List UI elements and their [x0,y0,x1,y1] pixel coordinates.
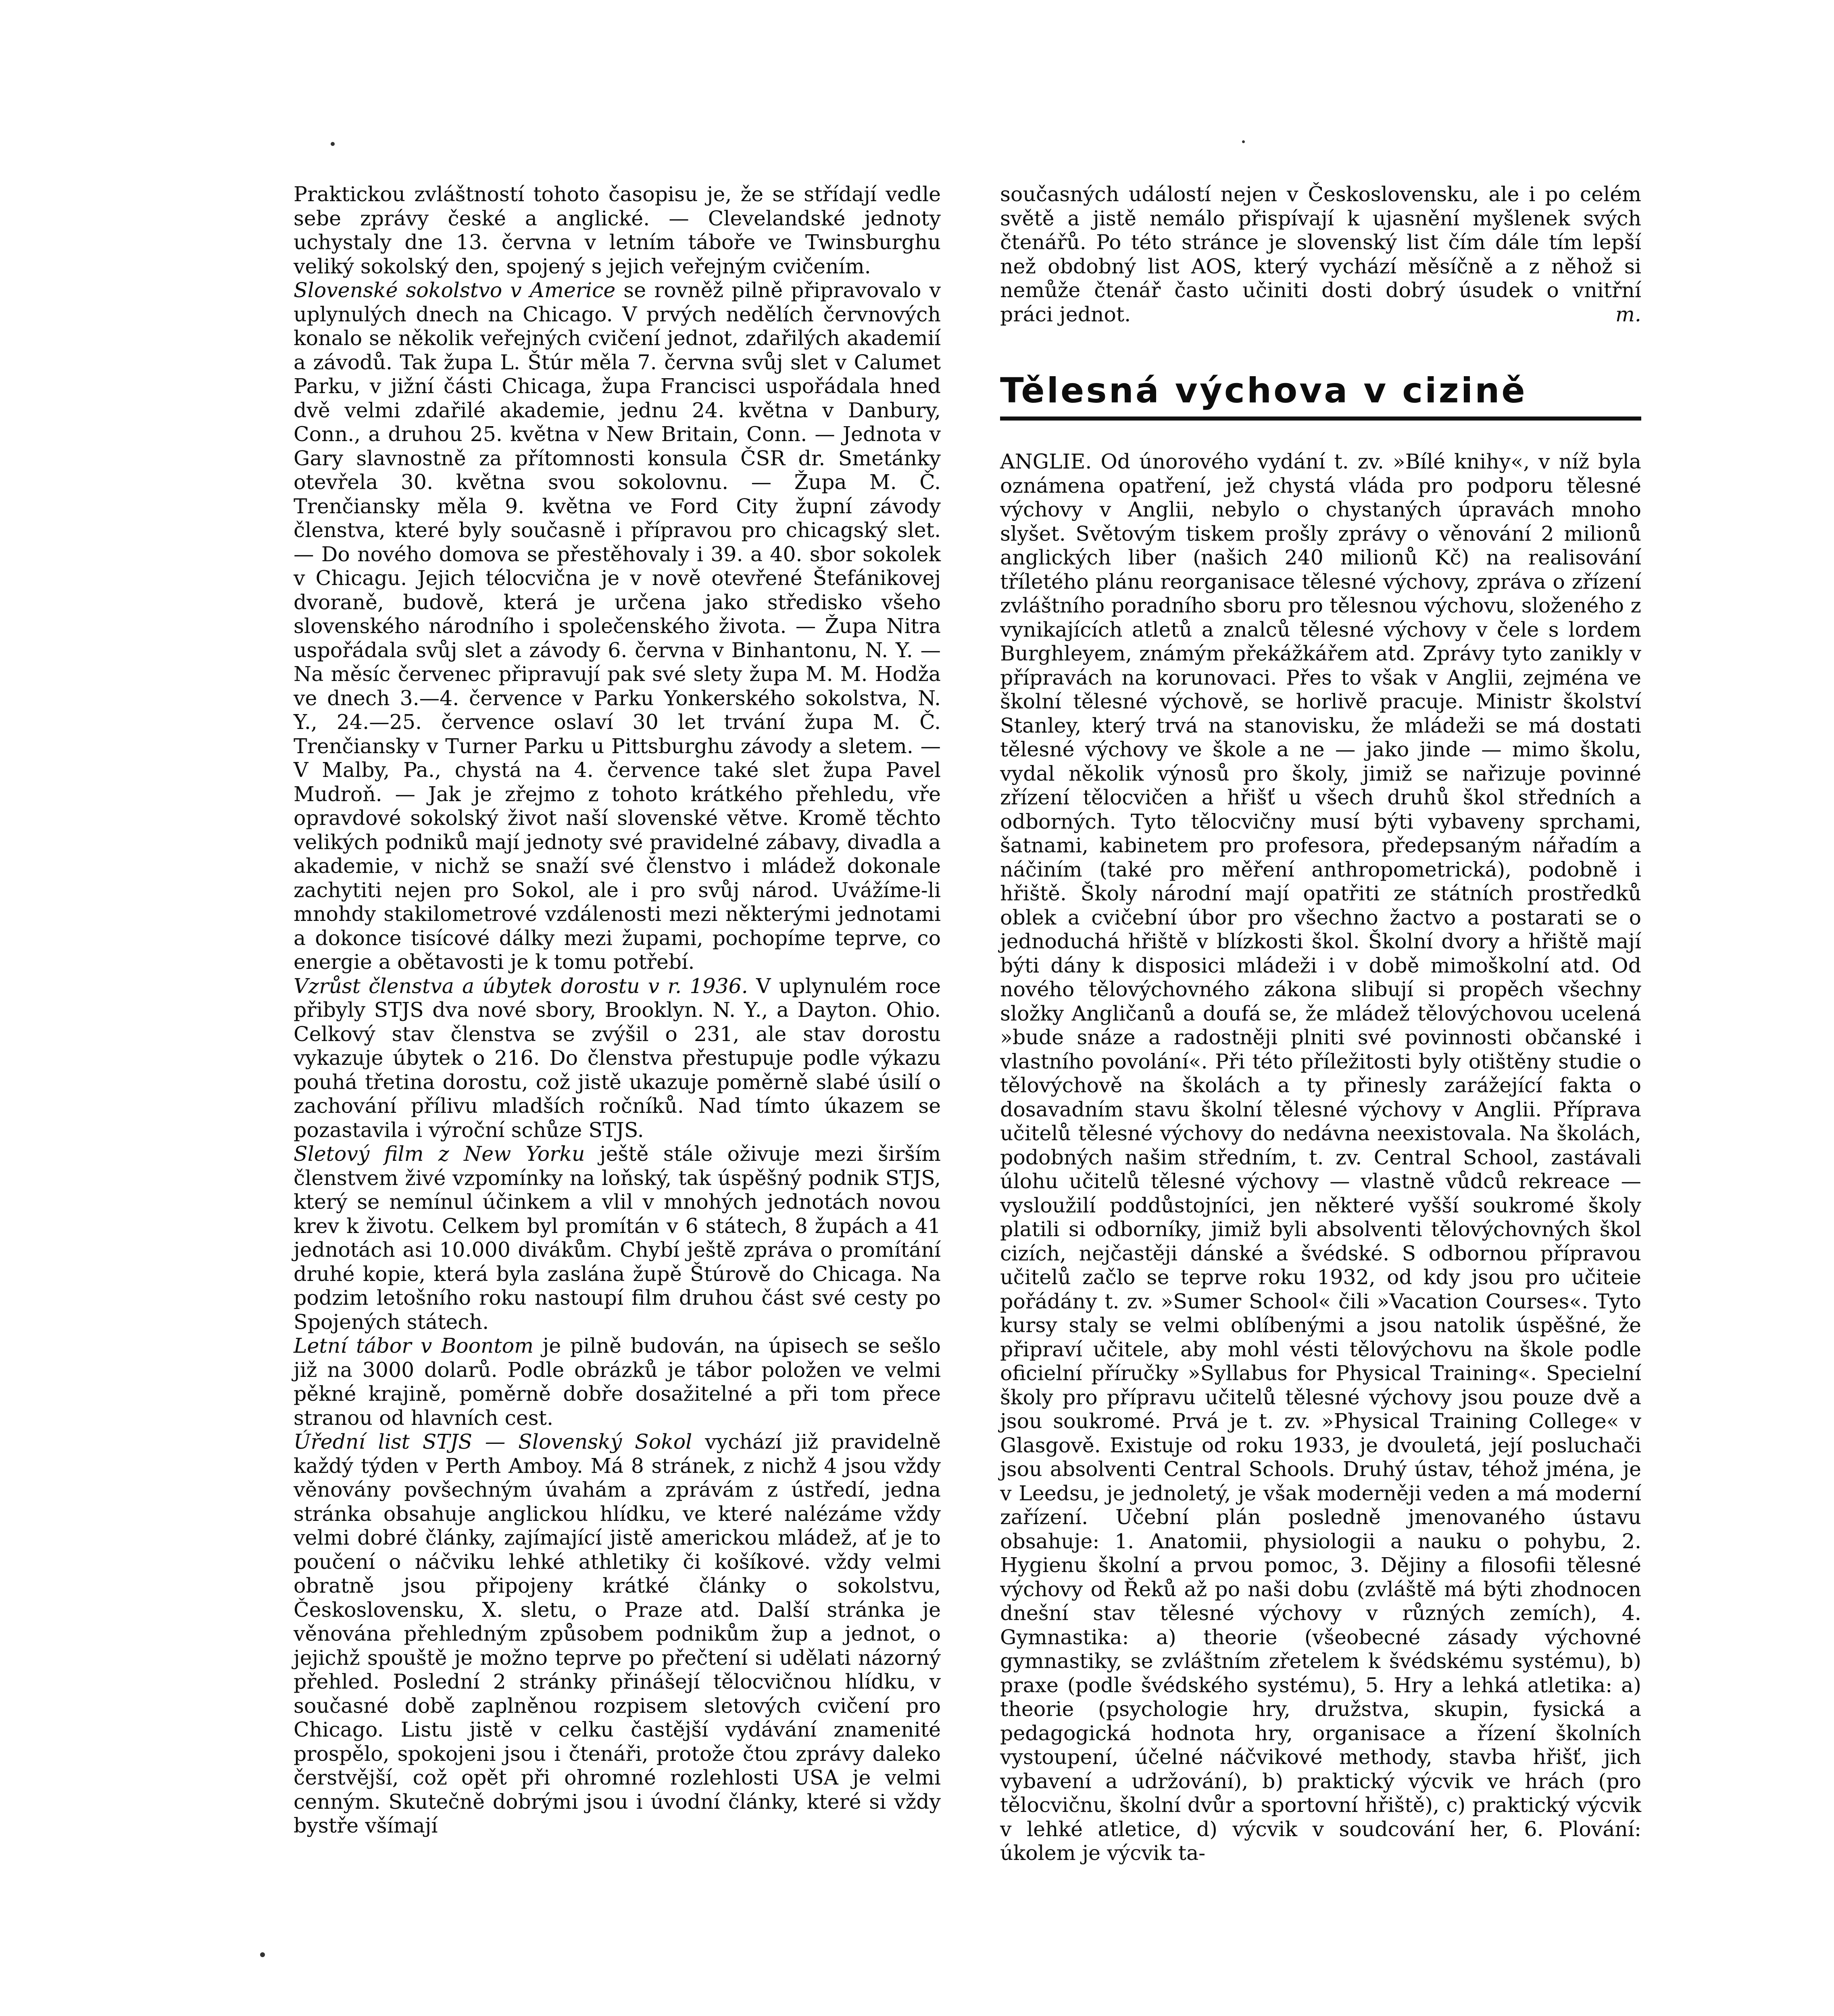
paragraph-membership [294,974,941,1142]
paragraph-continuation [1000,182,1641,326]
paragraph-lead: Slovenské sokolstvo v Americe [294,278,616,302]
paragraph-slovak-sokol [294,278,941,974]
paragraph-body: je pilně budován, na úpisech se sešlo již na 3000 dolarů. Podle obrázků je tábor položen ve velmi pěkné krajině, poměrně dobře dosažitelné a při tom přece stranou od hlavních cest. [294,1334,941,1430]
print-speck [260,1952,265,1957]
paragraph-body: se rovněž pilně připravovalo v uplynulých dnech na Chicago. V prvých nedělích červnových konalo se několik veřejných cvičení jednot, zdařilých akademií a závodů. Tak župa L. Štúr měla 7. června svůj slet v Calumet Parku, v jižní části Chicaga, župa Francisci uspořádala hned dvě velmi zdařilé akademie, jednu 24. května v Danbury, Conn., a druhou 25. května v New Britain, Conn. — Jednota v Gary slavnostně za přítomnosti konsula ČSR dr. Smetánky otevřela 30. května svou sokolovnu. — Župa M. Č. Trenčiansky měla 9. května ve Ford City župní závody členstva, které byly současně i přípravou pro chicagský slet. — Do nového domova se přestěhovaly i 39. a 40. sbor sokolek v Chicagu. Jejich télocvična je v nově otevřené Štefánikovej dvoraně, budově, která je určena jako středisko všeho slovenského národního i společenského života. — Župa Nitra uspořádala svůj slet a závody 6. června v Binhantonu, N. Y. — Na měsíc červenec připravují pak své slety župa M. M. Hodža ve dnech 3.—4. července v Parku Yonkerského sokolstva, N. Y., 24.—25. července oslaví 30 let trvání župa M. Č. Trenčiansky v Turner Parku u Pittsburghu závody a sletem. — V Malby, Pa., chystá na 4. července také slet župa Pavel Mudroň. — Jak je zřejmo z tohoto krátkého přehledu, vře opravdové sokolský život naší slovenské větve. Kromě těchto velikých podniků mají jednoty své pravidelné zábavy, divadla a akademie, v nichž se snaží své členstvo i mládež dokonale zachytiti nejen pro Sokol, ale i pro svůj národ. Uvážíme-li mnohdy stakilometrové vzdálenosti mezi některými jednotami a dokonce tisícové dálky mezi župami, pochopíme teprve, co energie a obětavosti je k tomu potřebí. [294,278,941,974]
right-column [1000,182,1641,1865]
paragraph-slet-film [294,1142,941,1334]
paragraph-lead: Vzrůst členstva a úbytek dorostu v r. 1936. [294,974,748,998]
paragraph-summer-camp [294,1334,941,1430]
section-heading: Tělesná výchova v cizině [1000,371,1641,421]
left-column [294,182,941,1838]
paragraph-body: současných událostí nejen v Československu, ale i po celém světě a jistě nemálo přispívají k ujasnění myšlenek svých čtenářů. Po této stránce je slovenský list čím dále tím lepší než obdobný list AOS, který vychází měsíčně a z něhož si nemůže čtenář často učiniti dosti dobrý úsudek o vnitřní práci jednot. [1000,182,1641,326]
paragraph-england: ANGLIE. Od únorového vydání t. zv. »Bílé knihy«, v níž byla oznámena opatření, jež chystá vláda pro podporu tělesné výchovy v Anglii, nebylo o chystaných úpravách mnoho slyšet. Světovým tiskem prošly zprávy o věnování 2 milionů anglických liber (našich 240 milionů Kč) na realisování tříletého plánu reorganisace tělesné výchovy, zpráva o zřízení zvláštního poradního sboru pro tělesnou výchovu, složeného z vynikajících atletů a znalců tělesné výchovy v čele s lordem Burghleyem, známým překážkářem atd. Zprávy tyto zanikly v přípravách na korunovaci. Přes to však v Anglii, zejména ve školní tělesné výchově, se horlivě pracuje. Ministr školství Stanley, který trvá na stanovisku, že mládeži se má dostati tělesné výchovy ve škole a ne — jako jinde — mimo školu, vydal několik výnosů pro školy, jimiž se nařizuje povinné zřízení tělocvičen a hřišť u všech druhů škol středních a odborných. Tyto tělocvičny musí býti vybaveny sprchami, šatnami, kabinetem pro profesora, předepsaným nářadím a náčiním (také pro měření anthropometrická), podobně i hřiště. Školy národní mají opatřiti ze státních prostředků oblek a cvičební úbor pro všechno žactvo a postarati se o jednoduchá hřiště v blízkosti škol. Školní dvory a hřiště mají býti dány k disposici mládeži i v době mimoškolní atd. Od nového tělovýchovného zákona slibují si propěch všechny složky Angličanů a doufá se, že mládež tělovýchovou ucelená »bude snáze a radostněji plniti své povinnosti občanské i vlastního povolání«. Při této příležitosti byly otištěny studie o tělovýchově na školách a ty přinesly zarážející fakta o dosavadním stavu školní tělesné výchovy v Anglii. Příprava učitelů tělesné výchovy do nedávna neexistovala. Na školách, podobných našim středním, t. zv. Central School, zastávali úlohu učitelů tělesné výchovy — vlastně vůdců rekreace — vysloužilí poddůstojníci, jen některé vyšší soukromé školy platili si odborníky, jimiž byli absolventi tělovýchovných škol cizích, nejčastěji dánské a švédské. S odbornou přípravou učitelů začlo se teprve roku 1932, od kdy jsou pro učiteie pořádány t. zv. »Sumer School« čili »Vacation Courses«. Tyto kursy staly se velmi oblíbenými a jsou natolik úspěšné, že připraví učitele, aby mohl vésti tělovýchovu na škole podle oficielní příručky »Syllabus for Physical Training«. Specielní školy pro přípravu učitelů tělesné výchovy jsou pouze dvě a jsou soukromé. Prvá je t. zv. »Physical Training College« v Glasgově. Existuje od roku 1933, je dvouletá, její posluchači jsou absolventi Central Schools. Druhý ústav, téhož jména, je v Leedsu, je jednoletý, je však moderněji veden a má moderní zařízení. Učební plán posledně jmenovaného ústavu obsahuje: 1. Anatomii, physiologii a nauku o pohybu, 2. Hygienu školní a prvou pomoc, 3. Dějiny a filosofii tělesné výchovy od Řeků až po naši dobu (zvláště má býti zhodnocen dnešní stav tělesné výchovy v různých zemích), 4. Gymnastika: a) theorie (všeobecné zásady výchovné gymnastiky, se zvláštním zřetelem k švédskému systému), b) praxe (podle švédského systému), 5. Hry a lehká atletika: a) theorie (psychologie hry, družstva, skupin, fysická a pedagogická hodnota hry, organisace a řízení školních vystoupení, účelné náčvikové methody, stavba hřišť, jich vybavení a udržování), b) praktický výcvik ve hrách (pro tělocvičnu, školní dvůr a sportovní hřiště), c) praktický výcvik v lehké atletice, d) výcvik v soudcování her, 6. Plování: úkolem je výcvik ta- [1000,450,1641,1865]
print-speck [331,142,335,146]
paragraph-lead: Sletový film z New Yorku [294,1142,585,1166]
paragraph-body: ještě stále oživuje mezi širším členstvem živé vzpomínky na loňský, tak úspěšný podnik STJS, který se nemínul účinkem a vlil v mnohých jednotách novou krev k životu. Celkem byl promítán v 6 státech, 8 župách a 41 jednotách asi 10.000 divákům. Chybí ještě zpráva o promítání druhé kopie, která byla zaslána župě Štúrově do Chicaga. Na podzim letošního roku nastoupí film druhou část své cesty po Spojených státech. [294,1142,941,1334]
author-signature: m. [1615,302,1641,326]
paragraph-body: V uplynulém roce přibyly STJS dva nové sbory, Brooklyn. N. Y., a Dayton. Ohio. Celkový stav členstva se zvýšil o 231, ale stav dorostu vykazuje úbytek o 216. Do členstva přestupuje podle výkazu pouhá třetina dorostu, což jistě ukazuje poměrně slabé úsilí o zachování přílivu mladších ročníků. Nad tímto úkazem se pozastavila i výroční schůze STJS. [294,974,941,1142]
print-speck [1242,140,1245,143]
paragraph-lead: Letní tábor v Boontom [294,1334,534,1358]
paragraph-body: vychází již pravidelně každý týden v Perth Amboy. Má 8 stránek, z nichž 4 jsou vždy věnovány povšechným úvahám a zprávám z ústředí, jedna stránka obsahuje anglickou hlídku, ve které nalézáme vždy velmi dobré články, zajímající jistě americkou mládež, ať je to poučení o náčviku lehké athletiky či košíkové. vždy velmi obratně jsou připojeny krátké články o sokolstvu, Československu, X. sletu, o Praze atd. Další stránka je věnována přehledným způsobem podnikům žup a jednot, o jejichž spouště je možno teprve po přečtení si udělati názorný přehled. Poslední 2 stránky přinášejí tělocvičnou hlídku, v současné době zaplněnou rozpisem sletových cvičení pro Chicago. Listu jistě v celku častější vydávání znamenité prospělo, spokojeni jsou i čtenáři, protože čtou zprávy daleko čerstvější, což opět při ohromné rozlehlosti USA je velmi cenným. Skutečně dobrými jsou i úvodní články, které si vždy bystře všímají [294,1430,941,1837]
paragraph-cleveland: Praktickou zvláštností tohoto časopisu je, že se střídají vedle sebe zprávy české a anglické. — Clevelandské jednoty uchystaly dne 13. června v letním táboře ve Twinsburghu veliký sokolský den, spojený s jejich veřejným cvičením. [294,182,941,278]
paragraph-lead: Úřední list STJS — Slovenský Sokol [294,1430,692,1454]
paragraph-official-newsletter [294,1430,941,1838]
